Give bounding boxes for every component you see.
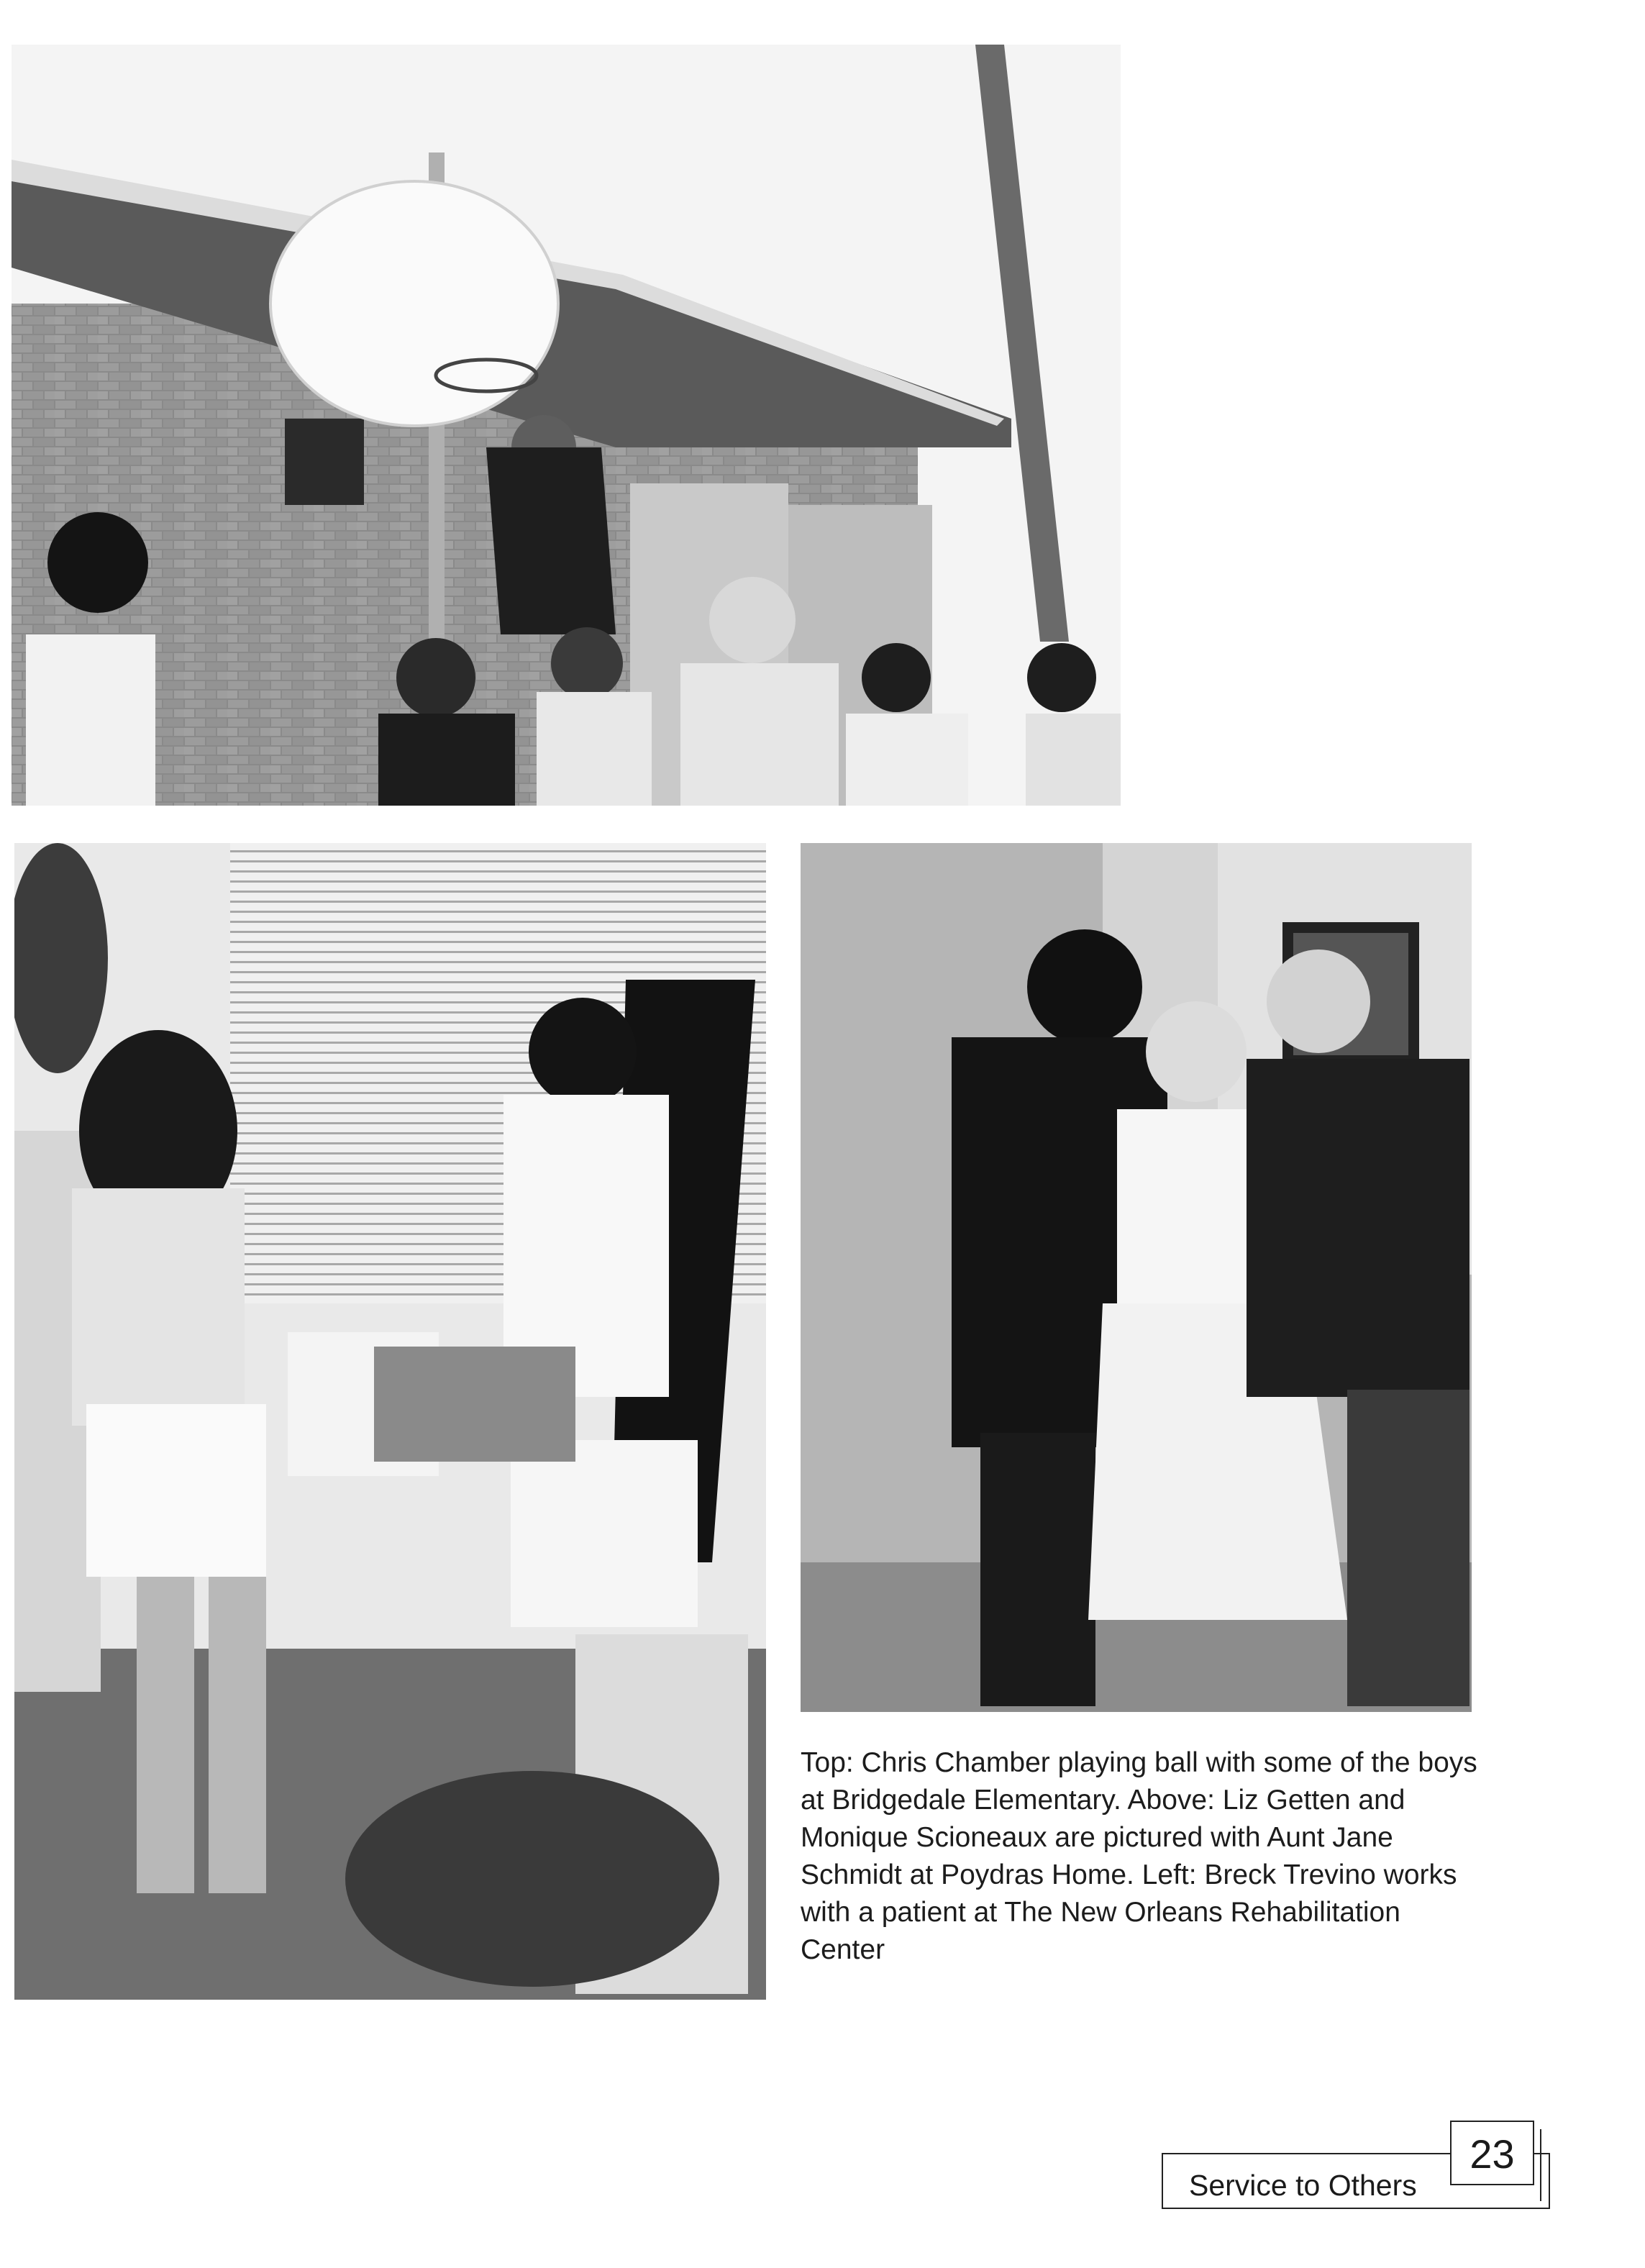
poydras-home-photo xyxy=(801,843,1472,1712)
rehabilitation-photo-image xyxy=(14,843,766,2000)
caption-text: Top: Chris Chamber playing ball with some of the boys at Bridgedale Elementary. Above: Liz Getten and Monique Scioneaux are pictured with Aunt Jane Schmidt at Poydras Home. Left: Breck Trevino works with a patient at The New Orleans Rehabilitation Center xyxy=(801,1747,1477,1965)
rehabilitation-photo xyxy=(14,843,766,2000)
basketball-photo xyxy=(12,45,1121,806)
photo-caption xyxy=(801,1744,1491,1969)
page-number: 23 xyxy=(1469,2131,1515,2177)
section-label: Service to Others xyxy=(1189,2169,1417,2202)
poydras-home-photo-image xyxy=(801,843,1472,1712)
basketball-photo-image xyxy=(12,45,1121,806)
page-number-box xyxy=(1450,2121,1534,2185)
